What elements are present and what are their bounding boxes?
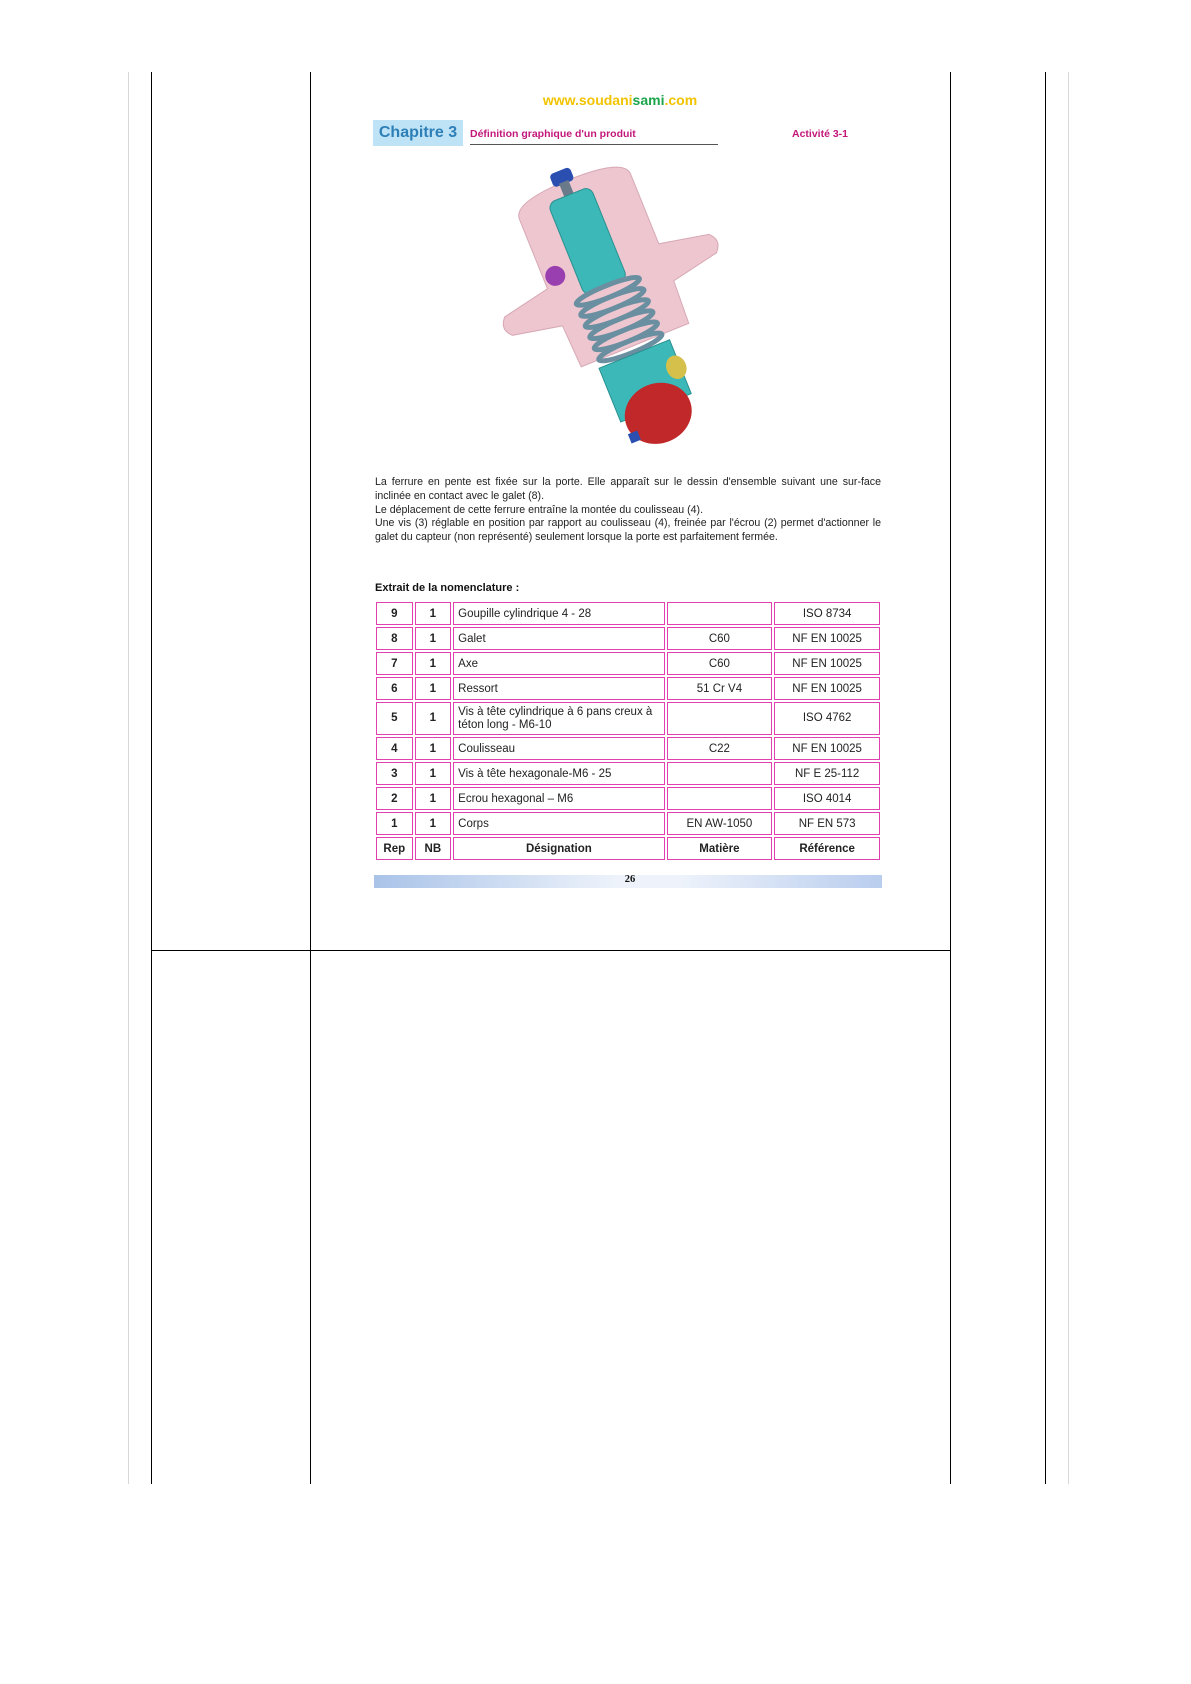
cell-rep: 2 <box>376 787 413 810</box>
cell-nb: 1 <box>415 737 452 760</box>
cell-matiere <box>667 602 773 625</box>
cell-reference: ISO 4762 <box>774 702 880 735</box>
description-text <box>375 476 881 545</box>
cell-reference: NF EN 10025 <box>774 652 880 675</box>
description-paragraph: Une vis (3) réglable en position par rapport au coulisseau (4), freinée par l'écrou (2) permet d'actionner le galet du capteur (non représenté) seulement lorsque la porte est parfaitement fermée. <box>375 517 881 544</box>
header-matiere: Matière <box>667 837 773 860</box>
cell-nb: 1 <box>415 812 452 835</box>
cell-reference: NF EN 10025 <box>774 737 880 760</box>
page-number: 26 <box>624 874 636 885</box>
cell-matiere <box>667 787 773 810</box>
frame-line <box>128 72 129 1484</box>
cell-matiere: 51 Cr V4 <box>667 677 773 700</box>
header-rep: Rep <box>376 837 413 860</box>
cell-rep: 8 <box>376 627 413 650</box>
description-paragraph: La ferrure en pente est fixée sur la porte. Elle apparaît sur le dessin d'ensemble suivant une sur-face inclinée en contact avec le galet (8). <box>375 476 881 502</box>
cell-reference: NF EN 10025 <box>774 677 880 700</box>
table-row <box>376 787 880 810</box>
header-designation: Désignation <box>453 837 664 860</box>
cell-designation: Ecrou hexagonal – M6 <box>453 787 664 810</box>
cell-reference: NF EN 573 <box>774 812 880 835</box>
cell-rep: 9 <box>376 602 413 625</box>
frame-divider <box>151 950 950 951</box>
table-row <box>376 602 880 625</box>
cell-nb: 1 <box>415 677 452 700</box>
cell-reference: ISO 8734 <box>774 602 880 625</box>
cell-nb: 1 <box>415 652 452 675</box>
cell-nb: 1 <box>415 787 452 810</box>
cell-rep: 1 <box>376 812 413 835</box>
cell-designation: Corps <box>453 812 664 835</box>
cell-nb: 1 <box>415 627 452 650</box>
cell-matiere: C60 <box>667 652 773 675</box>
chapter-badge: Chapitre 3 <box>373 120 463 146</box>
frame-line <box>950 72 951 1484</box>
cell-matiere: C22 <box>667 737 773 760</box>
cell-rep: 7 <box>376 652 413 675</box>
cell-designation: Coulisseau <box>453 737 664 760</box>
cell-matiere: EN AW-1050 <box>667 812 773 835</box>
cell-matiere: C60 <box>667 627 773 650</box>
activity-label: Activité 3-1 <box>792 128 849 140</box>
table-row <box>376 652 880 675</box>
nomenclature-table <box>374 600 882 862</box>
table-header-row <box>376 837 880 860</box>
table-row <box>376 812 880 835</box>
cell-designation: Vis à tête hexagonale-M6 - 25 <box>453 762 664 785</box>
cell-matiere <box>667 702 773 735</box>
frame-line <box>310 72 311 1484</box>
cell-designation: Ressort <box>453 677 664 700</box>
description-paragraph: Le déplacement de cette ferrure entraîne la montée du coulisseau (4). <box>375 503 704 516</box>
cell-designation: Galet <box>453 627 664 650</box>
mechanical-assembly-icon <box>500 158 740 463</box>
cell-rep: 5 <box>376 702 413 735</box>
frame-line <box>1045 72 1046 1484</box>
cell-designation: Vis à tête cylindrique à 6 pans creux à téton long - M6-10 <box>453 702 664 735</box>
cell-reference: ISO 4014 <box>774 787 880 810</box>
frame-line <box>1068 72 1069 1484</box>
table-row <box>376 737 880 760</box>
site-url: www.soudanisami.com <box>542 92 698 108</box>
cell-reference: NF E 25-112 <box>774 762 880 785</box>
cell-nb: 1 <box>415 702 452 735</box>
cell-rep: 6 <box>376 677 413 700</box>
frame-line <box>151 72 152 1484</box>
table-row <box>376 627 880 650</box>
cell-rep: 4 <box>376 737 413 760</box>
header-nb: NB <box>415 837 452 860</box>
table-row <box>376 702 880 735</box>
cell-reference: NF EN 10025 <box>774 627 880 650</box>
nomenclature-title: Extrait de la nomenclature : <box>375 582 520 594</box>
header-reference: Référence <box>774 837 880 860</box>
cell-designation: Goupille cylindrique 4 - 28 <box>453 602 664 625</box>
chapter-title: Définition graphique d'un produit <box>470 128 718 145</box>
table-row <box>376 677 880 700</box>
cell-rep: 3 <box>376 762 413 785</box>
cell-nb: 1 <box>415 762 452 785</box>
cell-matiere <box>667 762 773 785</box>
table-row <box>376 762 880 785</box>
cell-designation: Axe <box>453 652 664 675</box>
cell-nb: 1 <box>415 602 452 625</box>
